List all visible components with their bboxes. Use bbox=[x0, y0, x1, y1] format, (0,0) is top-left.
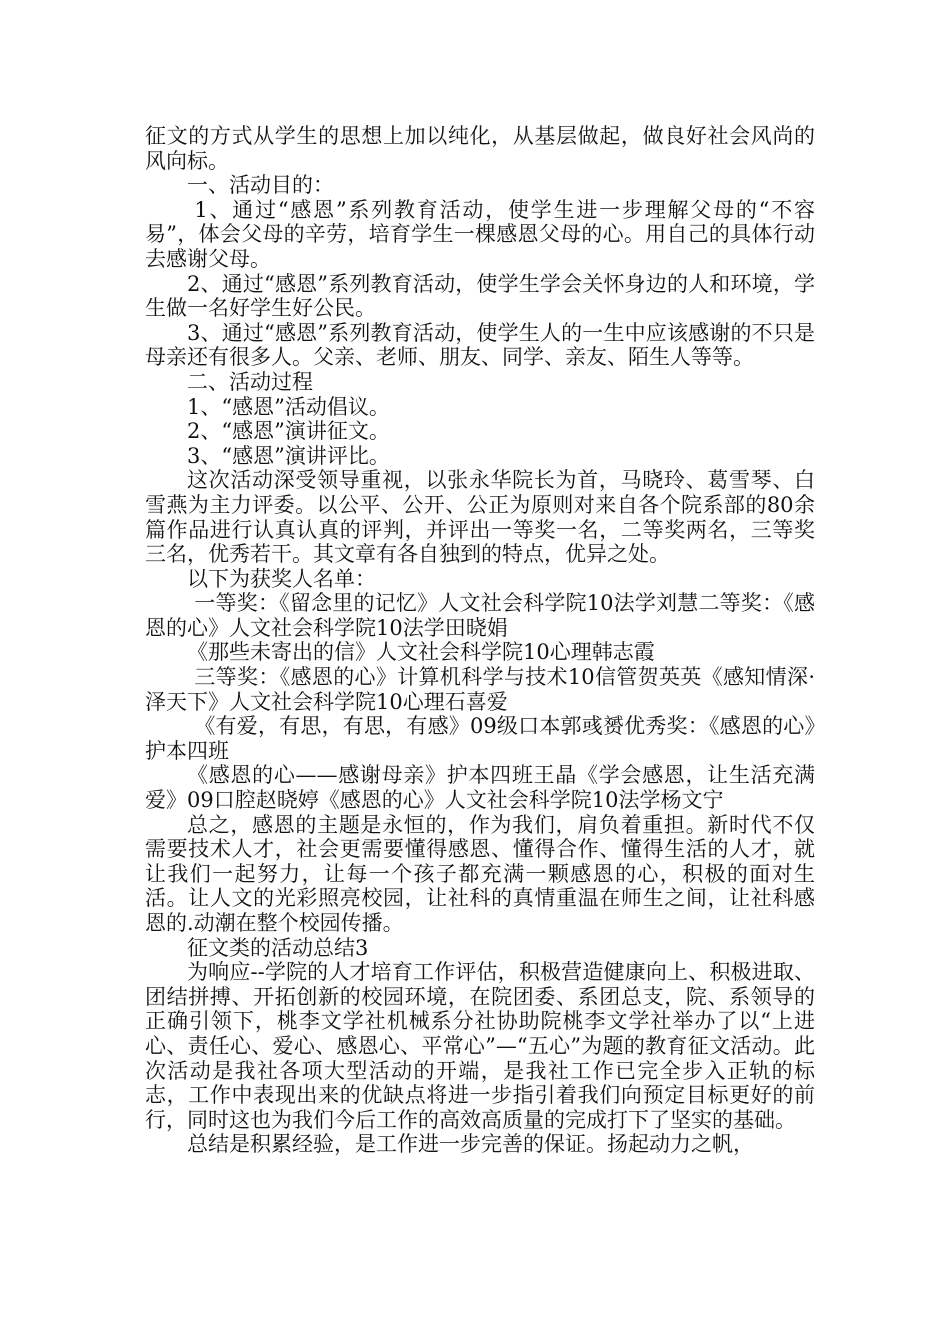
section-title: 征文类的活动总结3 bbox=[187, 935, 369, 960]
section-heading-purpose: 一、活动目的： bbox=[187, 173, 334, 198]
award-entry: 一等奖：《留念里的记忆》人文社会科学院10法学刘慧二等奖：《感恩的心》人文社会科学院10法学田晓娟 bbox=[145, 591, 815, 640]
list-item: 1、“感恩”活动倡议。 bbox=[187, 394, 390, 419]
list-item: 2、“感恩”演讲征文。 bbox=[187, 419, 390, 444]
list-item: 3、“感恩”演讲评比。 bbox=[187, 443, 390, 468]
paragraph: 总结是积累经验，是工作进一步完善的保证。扬起动力之帆， bbox=[187, 1132, 754, 1157]
list-item: 2、通过“感恩”系列教育活动，使学生学会关怀身边的人和环境，学生做一名好学生好公民。 bbox=[145, 271, 815, 321]
list-item: 1、通过“感恩”系列教育活动，使学生进一步理解父母的“不容易”，体会父母的辛劳，培育学生一棵感恩父母的心。用自己的具体行动去感谢父母。 bbox=[145, 197, 815, 271]
paragraph: 总之，感恩的主题是永恒的，作为我们，肩负着重担。新时代不仅需要技术人才，社会更需要懂得感恩、懂得合作、懂得生活的人才，就让我们一起努力，让每一个孩子都充满一颗感恩的心，积极的面对生活。让人文的光彩照亮校园，让社科的真情重温在师生之间，让社科感恩的.动潮在整个校园传播。 bbox=[145, 812, 815, 935]
paragraph: 征文的方式从学生的思想上加以纯化，从基层做起，做良好社会风尚的风向标。 bbox=[145, 124, 815, 173]
section-heading-process: 二、活动过程 bbox=[187, 369, 313, 394]
award-entry: 《感恩的心——感谢母亲》护本四班王晶《学会感恩，让生活充满爱》09口腔赵晓婷《感恩的心》人文社会科学院10法学杨文宁 bbox=[145, 763, 815, 813]
paragraph: 这次活动深受领导重视，以张永华院长为首，马晓玲、葛雪琴、白雪燕为主力评委。以公平、公开、公正为原则对来自各个院系部的80余篇作品进行认真认真的评判，并评出一等奖一名，二等奖两名，三等奖三名，优秀若干。其文章有各自独到的特点，优异之处。 bbox=[145, 468, 815, 567]
award-entry: 《有爱，有思，有思，有感》09级口本郭彧赟优秀奖：《感恩的心》护本四班 bbox=[145, 714, 815, 763]
award-entry: 三等奖：《感恩的心》计算机科学与技术10信管贺英英《感知情深·泽天下》人文社会科学院10心理石喜爱 bbox=[145, 665, 815, 714]
paragraph: 为响应--学院的人才培育工作评估，积极营造健康向上、积极进取、团结拼搏、开拓创新的校园环境，在院团委、系团总支，院、系领导的正确引领下，桃李文学社机械系分社协助院桃李文学社举办了以“上进心、责任心、爱心、感恩心、平常心”—“五心”为题的教育征文活动。此次活动是我社各项大型活动的开端，是我社工作已完全步入正轨的标志，工作中表现出来的优缺点将进一步指引着我们向预定目标更好的前行，同时这也为我们今后工作的高效高质量的完成打下了坚实的基础。 bbox=[145, 960, 815, 1132]
award-entry: 《那些未寄出的信》人文社会科学院10心理韩志霞 bbox=[187, 640, 655, 665]
document-body bbox=[145, 124, 815, 1157]
paragraph: 以下为获奖人名单： bbox=[187, 566, 376, 591]
list-item: 3、通过“感恩”系列教育活动，使学生人的一生中应该感谢的不只是母亲还有很多人。父亲、老师、朋友、同学、亲友、陌生人等等。 bbox=[145, 320, 815, 370]
